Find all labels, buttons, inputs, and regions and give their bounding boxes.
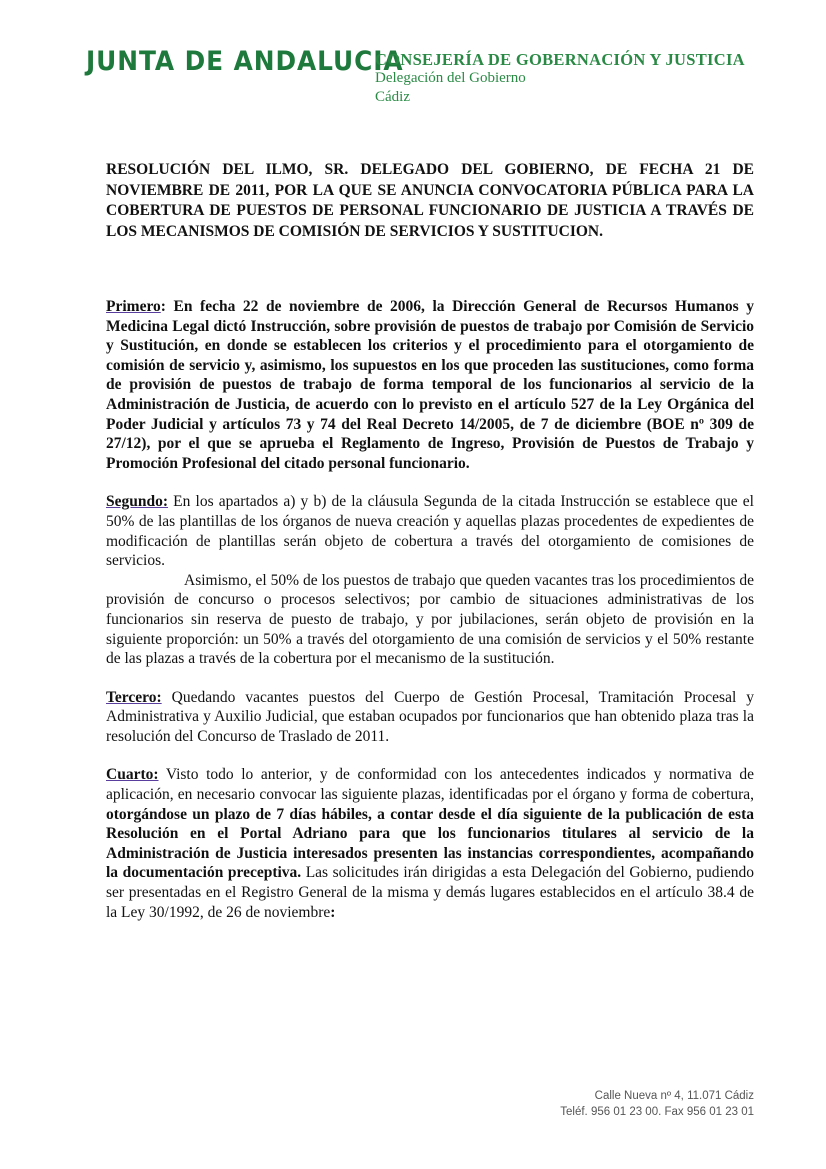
paragraph-segundo-cont: Asimismo, el 50% de los puestos de trabajo que queden vacantes tras los procedimientos de provisión de concurso o procesos selectivos; por cambio de situaciones administrativas de los funcionarios sin reserva de puesto de trabajo, y por jubilaciones, serán objeto de provisión en la siguiente proporción: un 50% a través del otorgamiento de una comisión de servicios y el 50% restante de las plazas a través de la cobertura por el mecanismo de la sustitución. [106, 571, 754, 668]
primero-text: : En fecha 22 de noviembre de 2006, la Dirección General de Recursos Humanos y Medicina Legal dictó Instrucción, sobre provisión de puestos de trabajo por Comisión de Servicio y Sustitución, en donde se establecen los criterios y el procedimiento para el otorgamiento de comisión de servicio y, asimismo, los supuestos en los que proceden las sustituciones, como forma de provisión de puestos de trabajo de forma temporal de los funcionarios al servicio de la Administración de Justicia, de acuerdo con lo previsto en el artículo 527 de la Ley Orgánica del Poder Judicial y artículos 73 y 74 del Real Decreto 14/2005, de 7 de diciembre (BOE nº 309 de 27/12), por el que se aprueba el Reglamento de Ingreso, Provisión de Puestos de Trabajo y Promoción Profesional del citado personal funcionario. [106, 298, 754, 472]
department-header [375, 50, 745, 107]
paragraph-primero [106, 297, 754, 473]
footer-contact [540, 1088, 754, 1120]
footer-address: Calle Nueva nº 4, 11.071 Cádiz [594, 1090, 754, 1102]
cuarto-heading: Cuarto: [106, 766, 159, 784]
segundo-text: En los apartados a) y b) de la cláusula Segunda de la citada Instrucción se establece que el 50% de las plantillas de los órganos de nueva creación y aquellas plazas procedentes de expedientes de modificación de plantillas serán objeto de cobertura a través del otorgamiento de comisiones de servicios. [106, 493, 754, 570]
paragraph-tercero [106, 688, 754, 747]
primero-heading: Primero [106, 298, 161, 315]
junta-de-andalucia-logo: JUNTA DE ANDALUCIA [86, 46, 404, 77]
tercero-heading: Tercero: [106, 688, 162, 706]
tercero-text: Quedando vacantes puestos del Cuerpo de Gestión Procesal, Tramitación Procesal y Administrativa y Auxilio Judicial, que estaban ocupados por funcionarios que han obtenido plaza tras la resolución del Concurso de Traslado de 2011. [106, 688, 754, 745]
delegation-name: Delegación del Gobierno [375, 70, 526, 86]
segundo-heading: Segundo: [106, 493, 169, 511]
cuarto-text-1: Visto todo lo anterior, y de conformidad con los antecedentes indicados y normativa de aplicación, en necesario convocar las siguiente plazas, identificadas por el órgano y forma de cobertura, [106, 766, 754, 804]
cuarto-text-3: : [330, 903, 336, 921]
paragraph-cuarto [106, 765, 754, 922]
footer-phone: Teléf. 956 01 23 00. Fax 956 01 23 01 [560, 1106, 754, 1118]
cuarto-text-2: Las solicitudes irán dirigidas a esta Delegación del Gobierno, pudiendo ser presentadas en el Registro General de la misma y demás lugares establecidos en el artículo 38.4 de la Ley 30/1992, de 26 de noviembre [106, 864, 754, 921]
document-body [106, 297, 754, 941]
cuarto-text-bold: otorgándose un plazo de 7 días hábiles, a contar desde el día siguiente de la publicación de esta Resolución en el Portal Adriano para que los funcionarios titulares al servicio de la Administración de Justicia interesados presenten las instancias correspondientes, acompañando la documentación preceptiva. [106, 805, 754, 882]
city-name: Cádiz [375, 89, 410, 105]
department-name: CONSEJERÍA DE GOBERNACIÓN Y JUSTICIA [375, 50, 745, 69]
resolution-title: RESOLUCIÓN DEL ILMO, SR. DELEGADO DEL GOBIERNO, DE FECHA 21 DE NOVIEMBRE DE 2011, POR LA QUE SE ANUNCIA CONVOCATORIA PÚBLICA PARA LA COBERTURA DE PUESTOS DE PERSONAL FUNCIONARIO DE JUSTICIA A TRAVÉS DE LOS MECANISMOS DE COMISIÓN DE SERVICIOS Y SUSTITUCION. [106, 161, 754, 240]
paragraph-segundo [106, 492, 754, 570]
